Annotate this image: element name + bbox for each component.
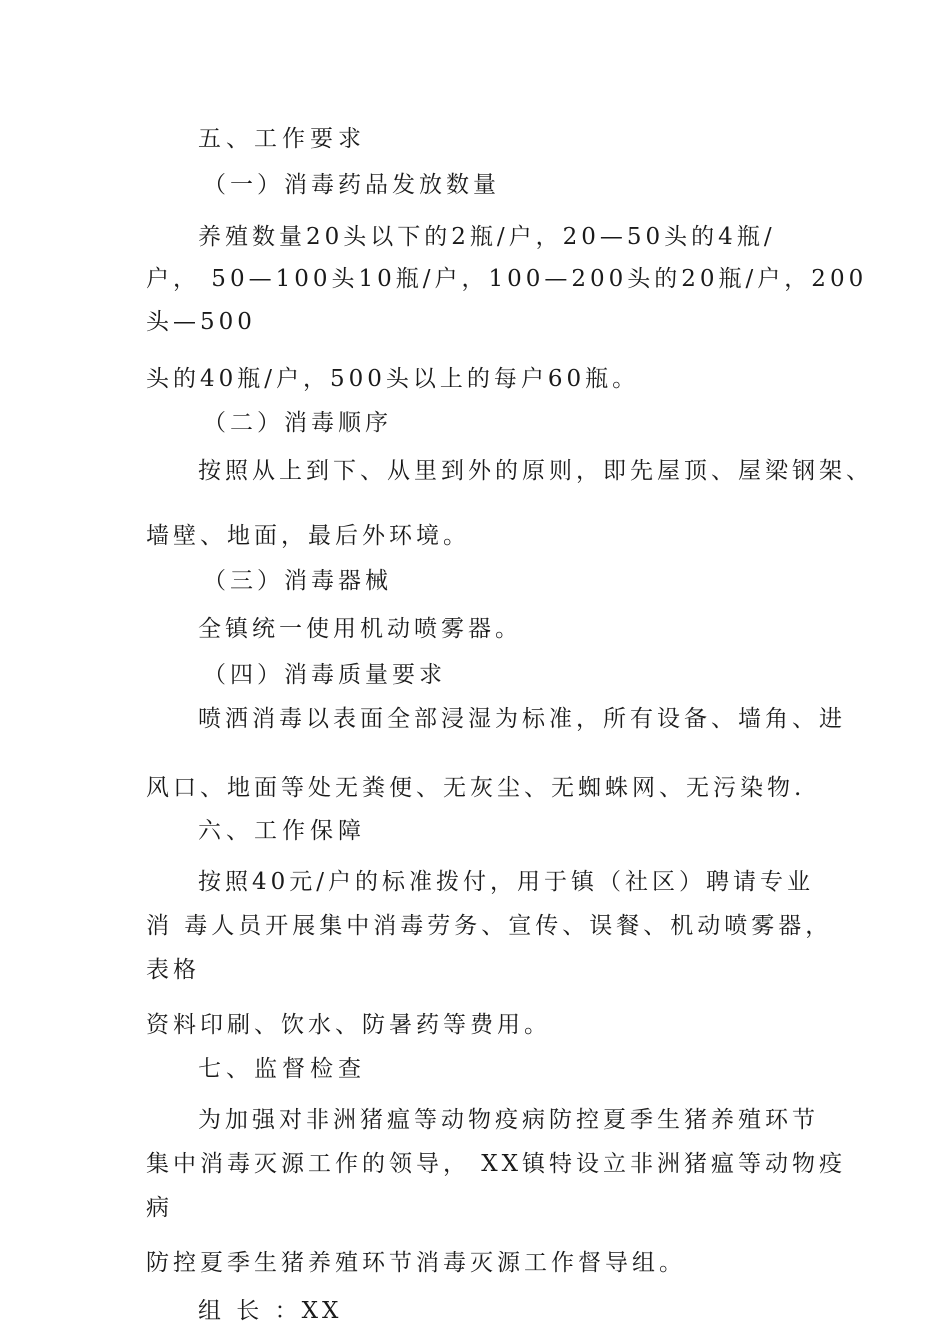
paragraph-line: 墙壁、地面，最后外环境。	[146, 523, 470, 549]
paragraph-line: 为加强对非洲猪瘟等动物疫病防控夏季生猪养殖环节	[198, 1107, 819, 1133]
paragraph-line: 按照从上到下、从里到外的原则，即先屋顶、屋梁钢架、	[198, 458, 873, 484]
paragraph-line: 喷洒消毒以表面全部浸湿为标准，所有设备、墙角、进	[198, 706, 846, 732]
paragraph-line: 按照40元/户的标准拨付，用于镇（社区）聘请专业	[198, 869, 815, 895]
paragraph-line: 头的40瓶/户，500头以上的每户60瓶。	[146, 366, 640, 392]
subheading-4: （四）消毒质量要求	[203, 662, 446, 688]
subheading-2: （二）消毒顺序	[203, 410, 392, 436]
paragraph-line: 防控夏季生猪养殖环节消毒灭源工作督导组。	[146, 1250, 686, 1276]
section-heading-7: 七、监督检查	[198, 1056, 366, 1082]
paragraph-line: 消 毒人员开展集中消毒劳务、宣传、误餐、机动喷雾器，	[146, 913, 833, 939]
paragraph-line: 病	[146, 1195, 173, 1221]
subheading-1: （一）消毒药品发放数量	[203, 172, 500, 198]
group-leader-line: 组 长 ：XX	[198, 1298, 343, 1324]
paragraph-line: 全镇统一使用机动喷雾器。	[198, 616, 522, 642]
paragraph-line: 资料印刷、饮水、防暑药等费用。	[146, 1012, 551, 1038]
paragraph-line: 表格	[146, 957, 200, 983]
paragraph-line: 养殖数量20头以下的2瓶/户，20—50头的4瓶/	[198, 224, 776, 250]
subheading-3: （三）消毒器械	[203, 568, 392, 594]
paragraph-line: 集中消毒灭源工作的领导， XX镇特设立非洲猪瘟等动物疫	[146, 1151, 847, 1177]
section-heading-6: 六、工作保障	[198, 818, 366, 844]
section-heading-5: 五、工作要求	[198, 126, 366, 152]
paragraph-line: 头—500	[146, 309, 256, 335]
paragraph-line: 风口、地面等处无粪便、无灰尘、无蜘蛛网、无污染物.	[146, 775, 806, 801]
paragraph-line: 户， 50—100头10瓶/户，100—200头的20瓶/户，200	[146, 266, 868, 292]
